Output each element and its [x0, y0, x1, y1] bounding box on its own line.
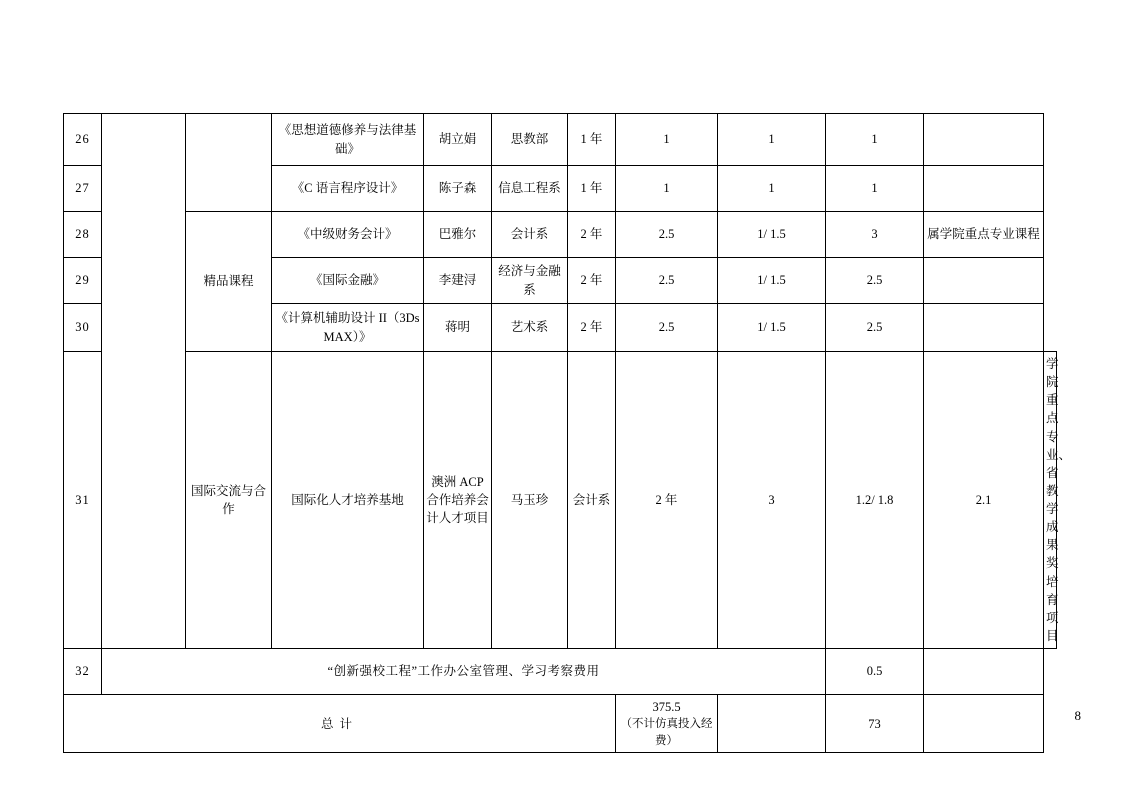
- table-total-row: [64, 695, 1057, 753]
- course-name: 《中级财务会计》: [272, 212, 424, 258]
- value-2: 1: [718, 166, 826, 212]
- value-1: 2.5: [616, 258, 718, 304]
- budget-table: [63, 113, 1072, 753]
- row-number: 32: [64, 649, 102, 695]
- note: [924, 649, 1044, 695]
- department: 思教部: [492, 114, 568, 166]
- duration: 1 年: [568, 166, 616, 212]
- value-1: 1: [616, 114, 718, 166]
- page-number: 8: [1074, 708, 1081, 723]
- duration: 2 年: [568, 258, 616, 304]
- total-note: [924, 695, 1044, 753]
- total-value-3: 73: [826, 695, 924, 753]
- course-name: 《计算机辅助设计 II（3Ds MAX）》: [272, 304, 424, 352]
- person-in-charge: 巴雅尔: [424, 212, 492, 258]
- value-3: 0.5: [826, 649, 924, 695]
- value-3: 3: [826, 212, 924, 258]
- value-3: 2.1: [924, 352, 1044, 649]
- course-name: 澳洲 ACP 合作培养会计人才项目: [424, 352, 492, 649]
- total-value-1-note: （不计仿真投入经费）: [620, 718, 713, 747]
- department: 经济与金融系: [492, 258, 568, 304]
- department: 会计系: [568, 352, 616, 649]
- course-name: 《思想道德修养与法律基础》: [272, 114, 424, 166]
- value-3: 2.5: [826, 258, 924, 304]
- wide-description: “创新强校工程”工作办公室管理、学习考察费用: [102, 649, 826, 695]
- value-3: 1: [826, 114, 924, 166]
- department: 信息工程系: [492, 166, 568, 212]
- value-1: 2.5: [616, 212, 718, 258]
- value-1: 3: [718, 352, 826, 649]
- duration: 2 年: [616, 352, 718, 649]
- value-2: 1.2/ 1.8: [826, 352, 924, 649]
- value-1: 1: [616, 166, 718, 212]
- row-number: 30: [64, 304, 102, 352]
- note: [924, 166, 1044, 212]
- note: 学院重点专业、省教学成果奖培育项目: [1044, 352, 1057, 649]
- table-row: [64, 114, 1057, 166]
- table-row: [64, 212, 1057, 258]
- table-row: [64, 352, 1057, 649]
- person-in-charge: 蒋明: [424, 304, 492, 352]
- note: [924, 304, 1044, 352]
- row-number: 28: [64, 212, 102, 258]
- course-name: 《C 语言程序设计》: [272, 166, 424, 212]
- value-1: 2.5: [616, 304, 718, 352]
- value-2: 1/ 1.5: [718, 258, 826, 304]
- duration: 2 年: [568, 304, 616, 352]
- program-cell: 国际化人才培养基地: [272, 352, 424, 649]
- value-3: 1: [826, 166, 924, 212]
- value-2: 1/ 1.5: [718, 212, 826, 258]
- note: 属学院重点专业课程: [924, 212, 1044, 258]
- department: 会计系: [492, 212, 568, 258]
- row-number: 31: [64, 352, 102, 649]
- person-in-charge: 李建浔: [424, 258, 492, 304]
- total-value-2: [718, 695, 826, 753]
- total-label: 总计: [64, 695, 616, 753]
- total-value-1-main: 375.5: [652, 700, 681, 714]
- person-in-charge: 陈子森: [424, 166, 492, 212]
- note: [924, 258, 1044, 304]
- program-cell-blank: [186, 114, 272, 212]
- row-number: 26: [64, 114, 102, 166]
- person-in-charge: 胡立娟: [424, 114, 492, 166]
- category-cell: 国际交流与合作: [186, 352, 272, 649]
- value-3: 2.5: [826, 304, 924, 352]
- value-2: 1/ 1.5: [718, 304, 826, 352]
- row-number: 29: [64, 258, 102, 304]
- table-row: [64, 649, 1057, 695]
- person-in-charge: 马玉珍: [492, 352, 568, 649]
- duration: 1 年: [568, 114, 616, 166]
- department: 艺术系: [492, 304, 568, 352]
- row-number: 27: [64, 166, 102, 212]
- duration: 2 年: [568, 212, 616, 258]
- course-name: 《国际金融》: [272, 258, 424, 304]
- note: [924, 114, 1044, 166]
- value-2: 1: [718, 114, 826, 166]
- total-value-1: [616, 695, 718, 753]
- program-cell: 精品课程: [186, 212, 272, 352]
- category-cell-blank: [102, 114, 186, 649]
